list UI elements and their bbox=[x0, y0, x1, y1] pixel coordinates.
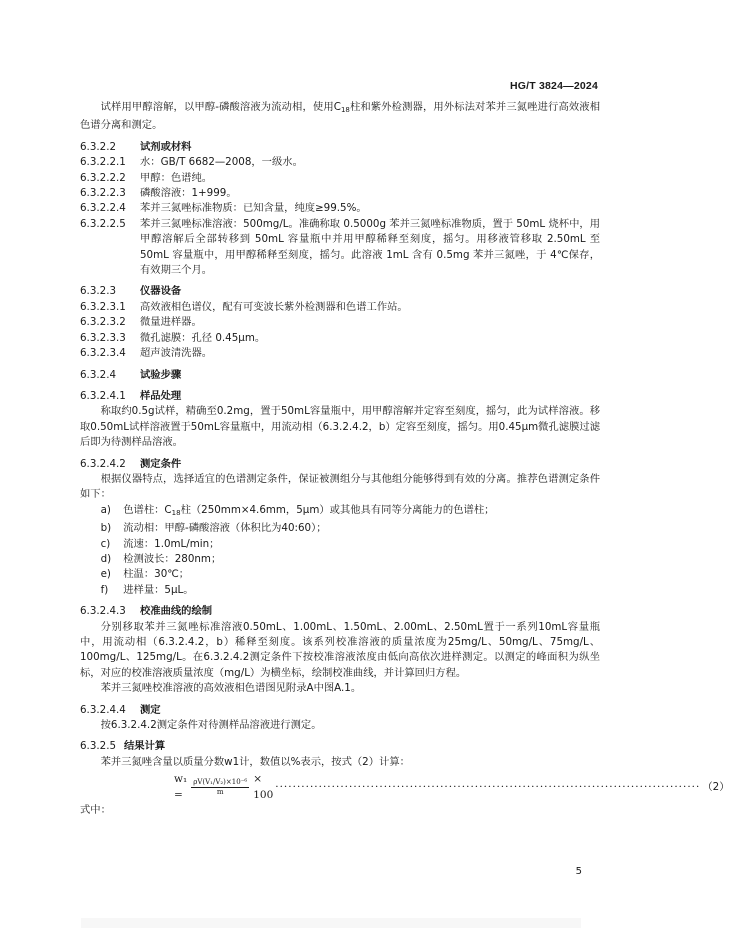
where-label: 式中： bbox=[80, 804, 111, 817]
equation-number: （2） bbox=[702, 780, 730, 793]
section-heading: 6.3.2.4 试验步骤 bbox=[80, 368, 182, 381]
result-paragraph: 苯并三氮唑含量以质量分数w1计，数值以%表示，按式（2）计算： bbox=[100, 755, 410, 768]
leader-dots: ·································································································· bbox=[275, 780, 701, 793]
list-item: 6.3.2.2.3 磷酸溶液：1+999。 bbox=[80, 187, 237, 200]
list-item: 6.3.2.3.3 微孔滤膜：孔径 0.45μm。 bbox=[80, 331, 266, 344]
section-heading: 6.3.2.4.2 测定条件 bbox=[80, 457, 182, 470]
formula-fraction: $\frac{\text{ρV(V₁/V₂)×10⁻⁶}}{m}$ bbox=[193, 778, 248, 797]
list-item: 6.3.2.2.5 苯并三氮唑标准溶液：500mg/L。准确称取 0.5000g 苯并三氮唑标准物质，置于 50mL 烧杯中，用甲醇溶解后全部转移到 50mL 容量瓶中并用甲醇稀释至刻度，摇匀。用移液管移取 2.50mL 至 50mL 容量瓶中，用甲醇稀释至刻度，摇匀。此溶液 1mL 含有 0.5mg 苯并三氮唑，于 4℃保存，有效期三个月。 bbox=[80, 217, 600, 277]
list-item: 6.3.2.2.1 水：GB/T 6682—2008，一级水。 bbox=[80, 156, 303, 169]
formula-2: w₁ = $\frac{\text{ρV(V₁/V₂)×10⁻⁶}}{m}$ × 100 ·································································································· （2） bbox=[174, 773, 730, 801]
section-heading: 6.3.2.4.3 校准曲线的绘制 bbox=[80, 605, 213, 618]
list-item: e) 柱温：30℃； bbox=[100, 568, 190, 581]
list-item: 6.3.2.3.1 高效液相色谱仪，配有可变波长紫外检测器和色谱工作站。 bbox=[80, 300, 408, 313]
section-heading: 6.3.2.4.4 测定 bbox=[80, 703, 161, 716]
list-item: f) 进样量：5μL。 bbox=[100, 583, 194, 596]
conditions-paragraph: 根据仪器特点，选择适宜的色谱测定条件，保证被测组分与其他组分能够得到有效的分离。推荐色谱测定条件如下： bbox=[80, 472, 600, 501]
list-item: 6.3.2.2.2 甲醇：色谱纯。 bbox=[80, 171, 213, 184]
document-body bbox=[80, 100, 730, 818]
intro-paragraph: 试样用甲醇溶解，以甲醇-磷酸溶液为流动相，使用$C_{18}$柱和紫外检测器，用外标法对苯并三氮唑进行高效液相色谱分离和测定。 bbox=[80, 101, 601, 132]
standard-number: HG/T 3824—2024 bbox=[509, 80, 598, 92]
list-item: 6.3.2.2.4 苯并三氮唑标准物质：已知含量，纯度≥99.5%。 bbox=[80, 202, 367, 215]
calibration-paragraph: 分别移取苯并三氮唑标准溶液0.50mL、1.00mL、1.50mL、2.00mL、2.50mL置于一系列10mL容量瓶中，用流动相（6.3.2.4.2，b）稀释至刻度。该系列校准溶液的质量浓度为25mg/L、50mg/L、75mg/L、100mg/L、125mg/L。在6.3.2.4.2测定条件下按校准溶液浓度由低向高依次进样测定。以测定的峰面积为纵坐标，对应的校准溶液质量浓度（mg/L）为横坐标，绘制校准曲线，并计算回归方程。 bbox=[80, 620, 600, 679]
measurement-paragraph: 按6.3.2.4.2测定条件对待测样品溶液进行测定。 bbox=[100, 719, 322, 732]
list-item: b) 流动相：甲醇-磷酸溶液（体积比为40:60）； bbox=[100, 522, 327, 535]
section-heading: 6.3.2.2 试剂或材料 bbox=[80, 140, 192, 153]
list-item: a) 色谱柱：$C_{18}$柱（250mm×4.6mm，5μm）或其他具有同等分离能力的色谱柱； bbox=[100, 503, 495, 517]
list-item: 6.3.2.3.2 微量进样器。 bbox=[80, 316, 202, 329]
section-heading: 6.3.2.5 结果计算 bbox=[80, 740, 166, 753]
list-item: 6.3.2.3.4 超声波清洗器。 bbox=[80, 347, 213, 360]
calibration-reference: 苯并三氮唑校准溶液的高效液相色谱图见附录A中图A.1。 bbox=[100, 682, 362, 695]
list-item: d) 检测波长：280nm； bbox=[100, 552, 222, 565]
footer-band bbox=[0, 918, 662, 936]
section-heading: 6.3.2.3 仪器设备 bbox=[80, 285, 182, 298]
sample-prep-paragraph: 称取约0.5g试样，精确至0.2mg，置于50mL容量瓶中，用甲醇溶解并定容至刻度，摇匀，此为试样溶液。移取0.50mL试样溶液置于50mL容量瓶中，用流动相（6.3.2.4.2，b）定容至刻度，摇匀。用0.45μm微孔滤膜过滤后即为待测样品溶液。 bbox=[80, 405, 600, 449]
page-number: 5 bbox=[575, 866, 582, 877]
section-heading: 6.3.2.4.1 样品处理 bbox=[80, 389, 182, 402]
list-item: c) 流速：1.0mL/min； bbox=[100, 537, 220, 550]
